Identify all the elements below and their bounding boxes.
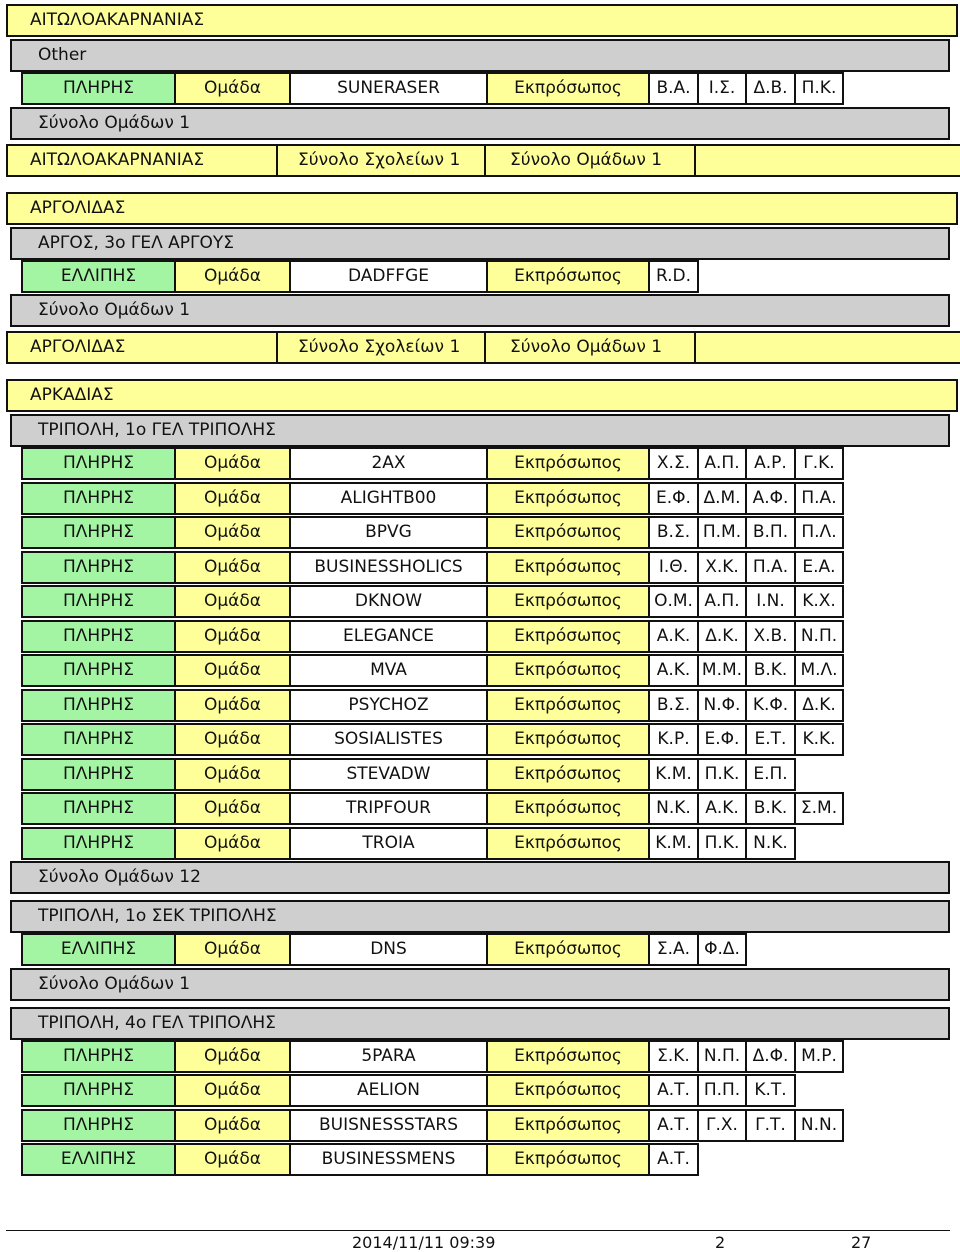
team-row xyxy=(21,72,844,105)
team-status: ΠΛΗΡΗΣ xyxy=(21,1074,176,1107)
team-row xyxy=(21,758,796,791)
team-member: Α.Τ. xyxy=(648,1143,699,1176)
team-member: Α.Φ. xyxy=(745,482,796,515)
region-total-filler xyxy=(694,144,960,177)
team-member: Ι.Ν. xyxy=(745,585,796,618)
team-name: AELION xyxy=(289,1074,488,1107)
team-row xyxy=(21,551,844,584)
school-team-total: Σύνολο Ομάδων 1 xyxy=(10,294,950,327)
team-group-label: Ομάδα xyxy=(174,585,291,618)
team-member: Ι.Θ. xyxy=(648,551,699,584)
team-status: ΠΛΗΡΗΣ xyxy=(21,1109,176,1142)
team-member: Π.Κ. xyxy=(697,758,747,791)
school-header: ΑΡΓΟΣ, 3ο ΓΕΛ ΑΡΓΟΥΣ xyxy=(10,227,950,260)
team-row xyxy=(21,447,844,480)
team-member: Α.Π. xyxy=(697,447,747,480)
team-member: Π.Λ. xyxy=(794,516,844,549)
team-member: Ν.Φ. xyxy=(697,689,747,722)
team-rep-label: Εκπρόσωπος xyxy=(486,1143,650,1176)
team-status: ΠΛΗΡΗΣ xyxy=(21,447,176,480)
team-name: ALIGHTB00 xyxy=(289,482,488,515)
team-member: Β.Σ. xyxy=(648,689,699,722)
team-name: 2AX xyxy=(289,447,488,480)
team-member: Δ.Β. xyxy=(745,72,796,105)
team-group-label: Ομάδα xyxy=(174,1109,291,1142)
region-total-schools: Σύνολο Σχολείων 1 xyxy=(276,144,486,177)
team-row xyxy=(21,933,747,966)
team-status: ΠΛΗΡΗΣ xyxy=(21,620,176,653)
team-member: Ν.Κ. xyxy=(648,792,699,825)
team-group-label: Ομάδα xyxy=(174,551,291,584)
team-member: Χ.Σ. xyxy=(648,447,699,480)
team-status: ΠΛΗΡΗΣ xyxy=(21,654,176,687)
team-name: MVA xyxy=(289,654,488,687)
team-row xyxy=(21,620,844,653)
team-row xyxy=(21,516,844,549)
region-header: ΑΡΓΟΛΙΔΑΣ xyxy=(6,192,958,225)
team-member: Σ.Μ. xyxy=(794,792,844,825)
team-status: ΠΛΗΡΗΣ xyxy=(21,516,176,549)
team-status: ΠΛΗΡΗΣ xyxy=(21,723,176,756)
team-status: ΠΛΗΡΗΣ xyxy=(21,585,176,618)
team-member: Δ.Φ. xyxy=(745,1040,796,1073)
team-member: Β.Κ. xyxy=(745,792,796,825)
team-group-label: Ομάδα xyxy=(174,1143,291,1176)
team-rep-label: Εκπρόσωπος xyxy=(486,620,650,653)
team-member: Α.Κ. xyxy=(648,654,699,687)
region-total-teams: Σύνολο Ομάδων 1 xyxy=(484,144,696,177)
team-member: Κ.Μ. xyxy=(648,758,699,791)
team-row xyxy=(21,723,844,756)
team-status: ΕΛΛΙΠΗΣ xyxy=(21,933,176,966)
team-name: BPVG xyxy=(289,516,488,549)
team-member: Π.Μ. xyxy=(697,516,747,549)
team-group-label: Ομάδα xyxy=(174,1040,291,1073)
team-name: 5PARA xyxy=(289,1040,488,1073)
team-member: Β.Κ. xyxy=(745,654,796,687)
school-header: Other xyxy=(10,39,950,72)
team-name: DADFFGE xyxy=(289,260,488,293)
team-rep-label: Εκπρόσωπος xyxy=(486,72,650,105)
team-member: Α.Κ. xyxy=(648,620,699,653)
team-name: SUNERASER xyxy=(289,72,488,105)
team-member: Ε.Φ. xyxy=(697,723,747,756)
team-group-label: Ομάδα xyxy=(174,723,291,756)
team-row xyxy=(21,482,844,515)
team-member: R.D. xyxy=(648,260,699,293)
team-status: ΕΛΛΙΠΗΣ xyxy=(21,260,176,293)
team-group-label: Ομάδα xyxy=(174,933,291,966)
team-member: Α.Π. xyxy=(697,585,747,618)
team-member: Ε.Π. xyxy=(745,758,796,791)
footer-divider xyxy=(6,1230,950,1231)
team-rep-label: Εκπρόσωπος xyxy=(486,758,650,791)
team-member: Κ.Φ. xyxy=(745,689,796,722)
team-member: Α.Ρ. xyxy=(745,447,796,480)
team-member: Ε.Φ. xyxy=(648,482,699,515)
team-status: ΠΛΗΡΗΣ xyxy=(21,72,176,105)
team-member: Σ.Κ. xyxy=(648,1040,699,1073)
school-team-total: Σύνολο Ομάδων 12 xyxy=(10,861,950,894)
team-name: PSYCHOZ xyxy=(289,689,488,722)
team-rep-label: Εκπρόσωπος xyxy=(486,827,650,860)
school-team-total: Σύνολο Ομάδων 1 xyxy=(10,107,950,140)
team-member: Μ.Μ. xyxy=(697,654,747,687)
region-total-filler xyxy=(694,331,960,364)
school-header: ΤΡΙΠΟΛΗ, 1ο ΓΕΛ ΤΡΙΠΟΛΗΣ xyxy=(10,414,950,447)
team-member: Β.Α. xyxy=(648,72,699,105)
team-row xyxy=(21,689,844,722)
team-member: Γ.Χ. xyxy=(697,1109,747,1142)
team-status: ΠΛΗΡΗΣ xyxy=(21,482,176,515)
team-rep-label: Εκπρόσωπος xyxy=(486,260,650,293)
team-rep-label: Εκπρόσωπος xyxy=(486,482,650,515)
team-member: Π.Π. xyxy=(697,1074,747,1107)
region-total-row xyxy=(6,144,960,177)
team-member: Φ.Δ. xyxy=(697,933,747,966)
team-member: Ι.Σ. xyxy=(697,72,747,105)
school-team-total: Σύνολο Ομάδων 1 xyxy=(10,968,950,1001)
footer-timestamp: 2014/11/11 09:39 xyxy=(352,1233,496,1252)
team-member: Χ.Κ. xyxy=(697,551,747,584)
team-member: Κ.Κ. xyxy=(794,723,844,756)
team-name: STEVADW xyxy=(289,758,488,791)
region-total-name: ΑΡΓΟΛΙΔΑΣ xyxy=(6,331,278,364)
team-group-label: Ομάδα xyxy=(174,827,291,860)
team-member: Α.Τ. xyxy=(648,1074,699,1107)
team-member: Β.Π. xyxy=(745,516,796,549)
team-rep-label: Εκπρόσωπος xyxy=(486,447,650,480)
team-rep-label: Εκπρόσωπος xyxy=(486,654,650,687)
team-member: Δ.Μ. xyxy=(697,482,747,515)
team-member: Ε.Α. xyxy=(794,551,844,584)
team-name: TRIPFOUR xyxy=(289,792,488,825)
team-rep-label: Εκπρόσωπος xyxy=(486,551,650,584)
team-rep-label: Εκπρόσωπος xyxy=(486,792,650,825)
team-member: Κ.Τ. xyxy=(745,1074,796,1107)
team-member: Μ.Ρ. xyxy=(794,1040,844,1073)
team-member: Ν.Π. xyxy=(697,1040,747,1073)
team-status: ΠΛΗΡΗΣ xyxy=(21,1040,176,1073)
team-member: Χ.Β. xyxy=(745,620,796,653)
team-row xyxy=(21,792,844,825)
team-member: Ο.Μ. xyxy=(648,585,699,618)
school-header: ΤΡΙΠΟΛΗ, 1ο ΣΕΚ ΤΡΙΠΟΛΗΣ xyxy=(10,900,950,933)
footer-page-number: 2 xyxy=(715,1233,726,1252)
region-header: ΑΡΚΑΔΙΑΣ xyxy=(6,379,958,412)
team-member: Π.Κ. xyxy=(794,72,844,105)
team-name: TROIA xyxy=(289,827,488,860)
team-status: ΠΛΗΡΗΣ xyxy=(21,792,176,825)
team-row xyxy=(21,1074,796,1107)
team-member: Κ.Ρ. xyxy=(648,723,699,756)
team-name: ELEGANCE xyxy=(289,620,488,653)
team-member: Κ.Χ. xyxy=(794,585,844,618)
team-rep-label: Εκπρόσωπος xyxy=(486,1040,650,1073)
team-member: Μ.Λ. xyxy=(794,654,844,687)
team-rep-label: Εκπρόσωπος xyxy=(486,1074,650,1107)
team-group-label: Ομάδα xyxy=(174,447,291,480)
team-member: Π.Α. xyxy=(745,551,796,584)
team-row xyxy=(21,260,699,293)
team-member: Δ.Κ. xyxy=(697,620,747,653)
team-member: Γ.Τ. xyxy=(745,1109,796,1142)
team-member: Ε.Τ. xyxy=(745,723,796,756)
team-name: BUSINESSMENS xyxy=(289,1143,488,1176)
team-status: ΠΛΗΡΗΣ xyxy=(21,827,176,860)
team-rep-label: Εκπρόσωπος xyxy=(486,516,650,549)
team-member: Ν.Π. xyxy=(794,620,844,653)
team-member: Ν.Κ. xyxy=(745,827,796,860)
team-member: Α.Τ. xyxy=(648,1109,699,1142)
team-group-label: Ομάδα xyxy=(174,1074,291,1107)
team-name: BUSINESSHOLICS xyxy=(289,551,488,584)
team-name: DKNOW xyxy=(289,585,488,618)
region-total-teams: Σύνολο Ομάδων 1 xyxy=(484,331,696,364)
team-member: Ν.Ν. xyxy=(794,1109,844,1142)
team-member: Σ.Α. xyxy=(648,933,699,966)
team-group-label: Ομάδα xyxy=(174,758,291,791)
team-status: ΠΛΗΡΗΣ xyxy=(21,689,176,722)
team-member: Κ.Μ. xyxy=(648,827,699,860)
team-name: SOSIALISTES xyxy=(289,723,488,756)
team-rep-label: Εκπρόσωπος xyxy=(486,689,650,722)
team-group-label: Ομάδα xyxy=(174,72,291,105)
team-rep-label: Εκπρόσωπος xyxy=(486,585,650,618)
team-rep-label: Εκπρόσωπος xyxy=(486,1109,650,1142)
team-member: Β.Σ. xyxy=(648,516,699,549)
team-row xyxy=(21,585,844,618)
team-row xyxy=(21,1040,844,1073)
team-row xyxy=(21,1143,699,1176)
team-group-label: Ομάδα xyxy=(174,516,291,549)
school-header: ΤΡΙΠΟΛΗ, 4ο ΓΕΛ ΤΡΙΠΟΛΗΣ xyxy=(10,1007,950,1040)
team-status: ΕΛΛΙΠΗΣ xyxy=(21,1143,176,1176)
team-group-label: Ομάδα xyxy=(174,689,291,722)
team-rep-label: Εκπρόσωπος xyxy=(486,933,650,966)
team-member: Α.Κ. xyxy=(697,792,747,825)
page-footer xyxy=(0,1226,960,1252)
team-name: DNS xyxy=(289,933,488,966)
team-group-label: Ομάδα xyxy=(174,792,291,825)
region-total-schools: Σύνολο Σχολείων 1 xyxy=(276,331,486,364)
team-group-label: Ομάδα xyxy=(174,260,291,293)
team-member: Π.Α. xyxy=(794,482,844,515)
team-member: Γ.Κ. xyxy=(794,447,844,480)
footer-total-pages: 27 xyxy=(851,1233,872,1252)
region-header: ΑΙΤΩΛΟΑΚΑΡΝΑΝΙΑΣ xyxy=(6,4,958,37)
team-name: BUISNESSSTARS xyxy=(289,1109,488,1142)
team-group-label: Ομάδα xyxy=(174,654,291,687)
team-status: ΠΛΗΡΗΣ xyxy=(21,551,176,584)
team-rep-label: Εκπρόσωπος xyxy=(486,723,650,756)
region-total-name: ΑΙΤΩΛΟΑΚΑΡΝΑΝΙΑΣ xyxy=(6,144,278,177)
team-group-label: Ομάδα xyxy=(174,620,291,653)
team-member: Π.Κ. xyxy=(697,827,747,860)
team-group-label: Ομάδα xyxy=(174,482,291,515)
team-member: Δ.Κ. xyxy=(794,689,844,722)
team-status: ΠΛΗΡΗΣ xyxy=(21,758,176,791)
team-row xyxy=(21,1109,844,1142)
team-row xyxy=(21,654,844,687)
team-row xyxy=(21,827,796,860)
region-total-row xyxy=(6,331,960,364)
